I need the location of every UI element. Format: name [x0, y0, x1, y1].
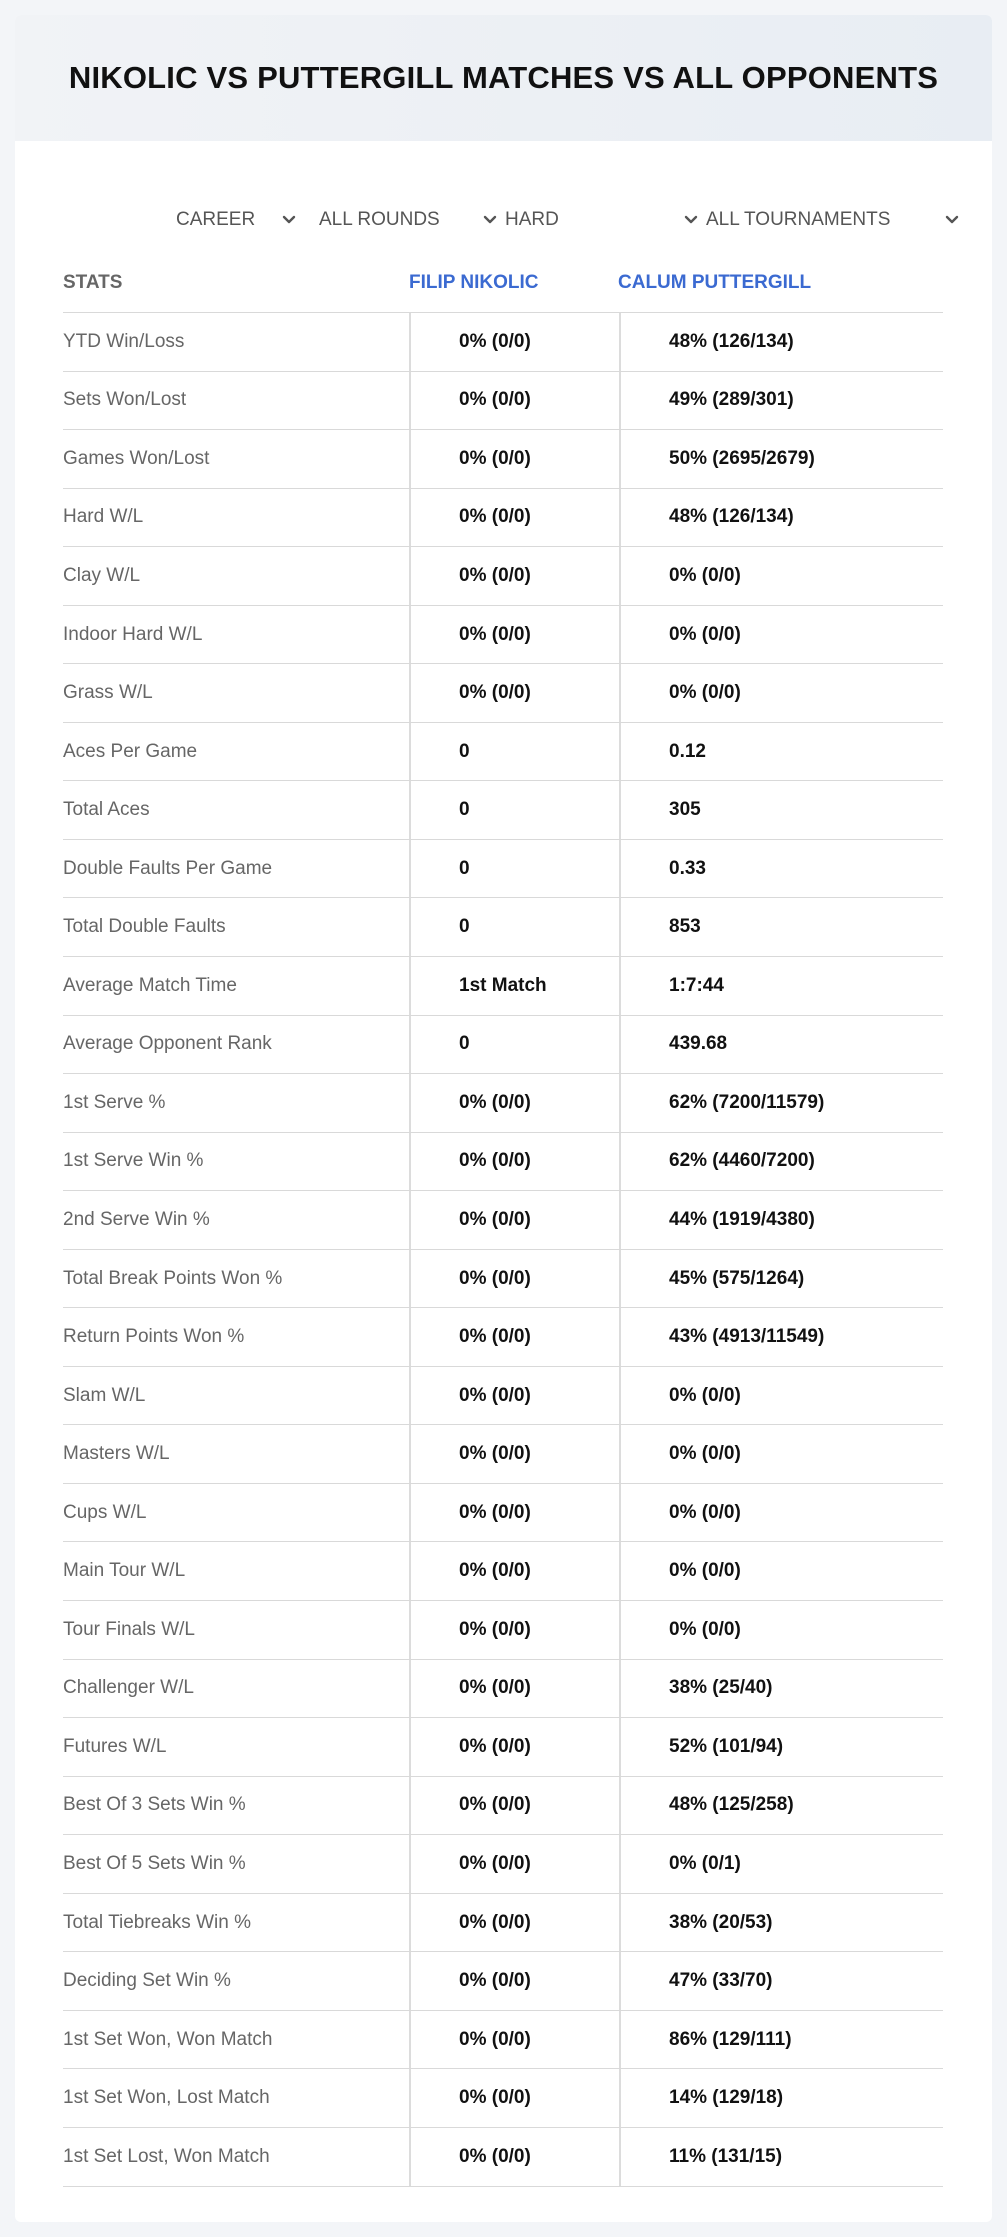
player1-stat-value: 0% (0/0) — [409, 1484, 619, 1542]
stat-label: Average Match Time — [63, 974, 237, 996]
player2-stat-value: 0% (0/1) — [619, 1835, 943, 1893]
stat-label: Sets Won/Lost — [63, 389, 187, 411]
player2-stat-value: 11% (131/15) — [619, 2128, 943, 2186]
player2-stat-value: 52% (101/94) — [619, 1718, 943, 1776]
surface-select-value: HARD — [505, 209, 559, 230]
stat-label: Best Of 5 Sets Win % — [63, 1852, 246, 1874]
stat-label: Slam W/L — [63, 1384, 146, 1406]
table-row — [63, 723, 943, 782]
table-row — [63, 781, 943, 840]
stat-label: Average Opponent Rank — [63, 1033, 272, 1055]
table-row — [63, 2128, 943, 2187]
player2-stat-value: 49% (289/301) — [619, 372, 943, 430]
player2-stat-value: 1:7:44 — [619, 957, 943, 1015]
table-row — [63, 1660, 943, 1719]
stat-label: Total Break Points Won % — [63, 1267, 283, 1289]
player2-stat-value: 0% (0/0) — [619, 547, 943, 605]
table-row — [63, 840, 943, 899]
player1-stat-value: 0% (0/0) — [409, 1660, 619, 1718]
player2-stat-value: 0% (0/0) — [619, 1542, 943, 1600]
stat-label: Main Tour W/L — [63, 1560, 186, 1582]
stat-label: Total Double Faults — [63, 916, 226, 938]
player1-stat-value: 0% (0/0) — [409, 1425, 619, 1483]
table-row — [63, 1835, 943, 1894]
player1-column-header[interactable]: FILIP NIKOLIC — [409, 272, 539, 293]
player2-stat-value: 853 — [619, 898, 943, 956]
stat-label: Grass W/L — [63, 682, 153, 704]
stat-label: 1st Set Won, Lost Match — [63, 2087, 270, 2109]
surface-select[interactable] — [505, 190, 700, 250]
table-header — [15, 253, 992, 313]
table-row — [63, 1425, 943, 1484]
player2-stat-value: 45% (575/1264) — [619, 1250, 943, 1308]
stat-label: Games Won/Lost — [63, 447, 210, 469]
table-row — [63, 313, 943, 372]
table-row — [63, 1250, 943, 1309]
table-row — [63, 2069, 943, 2128]
player2-stat-value: 38% (25/40) — [619, 1660, 943, 1718]
table-row — [63, 1542, 943, 1601]
table-row — [63, 1718, 943, 1777]
stat-label: Indoor Hard W/L — [63, 623, 203, 645]
stat-label: Tour Finals W/L — [63, 1618, 195, 1640]
stats-card — [15, 15, 992, 2222]
player1-stat-value: 0% (0/0) — [409, 430, 619, 488]
chevron-down-icon — [280, 211, 298, 229]
stat-label: Futures W/L — [63, 1735, 167, 1757]
period-select-value: CAREER — [176, 209, 256, 230]
player1-stat-value: 1st Match — [409, 957, 619, 1015]
stats-table — [63, 312, 943, 2187]
table-row — [63, 1191, 943, 1250]
player1-stat-value: 0% (0/0) — [409, 1250, 619, 1308]
player2-stat-value: 0.33 — [619, 840, 943, 898]
player1-stat-value: 0% (0/0) — [409, 547, 619, 605]
card-header — [15, 15, 992, 141]
stat-label: Deciding Set Win % — [63, 1970, 231, 1992]
page-title: NIKOLIC VS PUTTERGILL MATCHES VS ALL OPPONENTS — [68, 60, 939, 95]
stat-label: YTD Win/Loss — [63, 330, 185, 352]
stats-column-header: STATS — [63, 272, 123, 293]
table-row — [63, 1894, 943, 1953]
table-row — [63, 1074, 943, 1133]
player2-stat-value: 0% (0/0) — [619, 1425, 943, 1483]
player1-stat-value: 0% (0/0) — [409, 1308, 619, 1366]
table-row — [63, 1484, 943, 1543]
stat-label: Masters W/L — [63, 1443, 170, 1465]
player2-stat-value: 0% (0/0) — [619, 1601, 943, 1659]
player2-stat-value: 43% (4913/11549) — [619, 1308, 943, 1366]
player2-stat-value: 50% (2695/2679) — [619, 430, 943, 488]
player2-stat-value: 48% (126/134) — [619, 313, 943, 371]
table-row — [63, 1777, 943, 1836]
tournaments-select-value: ALL TOURNAMENTS — [706, 209, 891, 230]
stat-label: Cups W/L — [63, 1501, 147, 1523]
table-row — [63, 1952, 943, 2011]
stat-label: Total Tiebreaks Win % — [63, 1911, 251, 1933]
table-row — [63, 1308, 943, 1367]
table-row — [63, 1016, 943, 1075]
player1-stat-value: 0 — [409, 1016, 619, 1074]
player1-stat-value: 0% (0/0) — [409, 1952, 619, 2010]
rounds-select[interactable] — [319, 190, 499, 250]
table-row — [63, 430, 943, 489]
stat-label: Challenger W/L — [63, 1677, 194, 1699]
player2-stat-value: 86% (129/111) — [619, 2011, 943, 2069]
player2-stat-value: 44% (1919/4380) — [619, 1191, 943, 1249]
player2-stat-value: 439.68 — [619, 1016, 943, 1074]
table-row — [63, 606, 943, 665]
table-row — [63, 1133, 943, 1192]
player1-stat-value: 0 — [409, 723, 619, 781]
table-row — [63, 372, 943, 431]
stat-label: Aces Per Game — [63, 740, 198, 762]
stat-label: 2nd Serve Win % — [63, 1208, 210, 1230]
player1-stat-value: 0% (0/0) — [409, 1133, 619, 1191]
filter-bar — [15, 190, 992, 250]
chevron-down-icon — [943, 211, 961, 229]
table-row — [63, 957, 943, 1016]
stat-label: 1st Serve Win % — [63, 1150, 204, 1172]
stat-label: Return Points Won % — [63, 1326, 245, 1348]
player1-stat-value: 0 — [409, 781, 619, 839]
table-row — [63, 2011, 943, 2070]
tournaments-select[interactable] — [706, 190, 961, 250]
stat-label: Clay W/L — [63, 564, 141, 586]
player1-stat-value: 0% (0/0) — [409, 372, 619, 430]
stat-label: Total Aces — [63, 799, 150, 821]
player1-stat-value: 0% (0/0) — [409, 2069, 619, 2127]
player2-stat-value: 0% (0/0) — [619, 606, 943, 664]
chevron-down-icon — [682, 211, 700, 229]
period-select[interactable] — [176, 190, 298, 250]
player1-stat-value: 0 — [409, 898, 619, 956]
player1-stat-value: 0% (0/0) — [409, 1835, 619, 1893]
player2-stat-value: 48% (125/258) — [619, 1777, 943, 1835]
table-row — [63, 1601, 943, 1660]
player2-stat-value: 0% (0/0) — [619, 664, 943, 722]
player1-stat-value: 0% (0/0) — [409, 606, 619, 664]
player2-stat-value: 305 — [619, 781, 943, 839]
table-row — [63, 547, 943, 606]
stat-label: Double Faults Per Game — [63, 857, 273, 879]
stat-label: Best Of 3 Sets Win % — [63, 1794, 246, 1816]
player1-stat-value: 0% (0/0) — [409, 313, 619, 371]
player2-stat-value: 48% (126/134) — [619, 489, 943, 547]
player2-stat-value: 0.12 — [619, 723, 943, 781]
player2-stat-value: 47% (33/70) — [619, 1952, 943, 2010]
player2-stat-value: 62% (4460/7200) — [619, 1133, 943, 1191]
player2-stat-value: 38% (20/53) — [619, 1894, 943, 1952]
player1-stat-value: 0% (0/0) — [409, 2011, 619, 2069]
stat-label: Hard W/L — [63, 506, 144, 528]
player2-stat-value: 62% (7200/11579) — [619, 1074, 943, 1132]
table-row — [63, 664, 943, 723]
player1-stat-value: 0% (0/0) — [409, 1601, 619, 1659]
player1-stat-value: 0% (0/0) — [409, 1718, 619, 1776]
player1-stat-value: 0% (0/0) — [409, 2128, 619, 2186]
stat-label: 1st Set Lost, Won Match — [63, 2145, 270, 2167]
player2-stat-value: 0% (0/0) — [619, 1367, 943, 1425]
chevron-down-icon — [481, 211, 499, 229]
player1-stat-value: 0% (0/0) — [409, 664, 619, 722]
table-row — [63, 1367, 943, 1426]
player2-column-header[interactable]: CALUM PUTTERGILL — [618, 272, 812, 293]
player1-stat-value: 0% (0/0) — [409, 1542, 619, 1600]
player1-stat-value: 0% (0/0) — [409, 489, 619, 547]
stat-label: 1st Set Won, Won Match — [63, 2028, 273, 2050]
player1-stat-value: 0% (0/0) — [409, 1777, 619, 1835]
player2-stat-value: 14% (129/18) — [619, 2069, 943, 2127]
table-row — [63, 898, 943, 957]
player1-stat-value: 0% (0/0) — [409, 1191, 619, 1249]
player1-stat-value: 0 — [409, 840, 619, 898]
player1-stat-value: 0% (0/0) — [409, 1074, 619, 1132]
player1-stat-value: 0% (0/0) — [409, 1367, 619, 1425]
player2-stat-value: 0% (0/0) — [619, 1484, 943, 1542]
table-row — [63, 489, 943, 548]
stat-label: 1st Serve % — [63, 1091, 166, 1113]
rounds-select-value: ALL ROUNDS — [319, 209, 440, 230]
player1-stat-value: 0% (0/0) — [409, 1894, 619, 1952]
